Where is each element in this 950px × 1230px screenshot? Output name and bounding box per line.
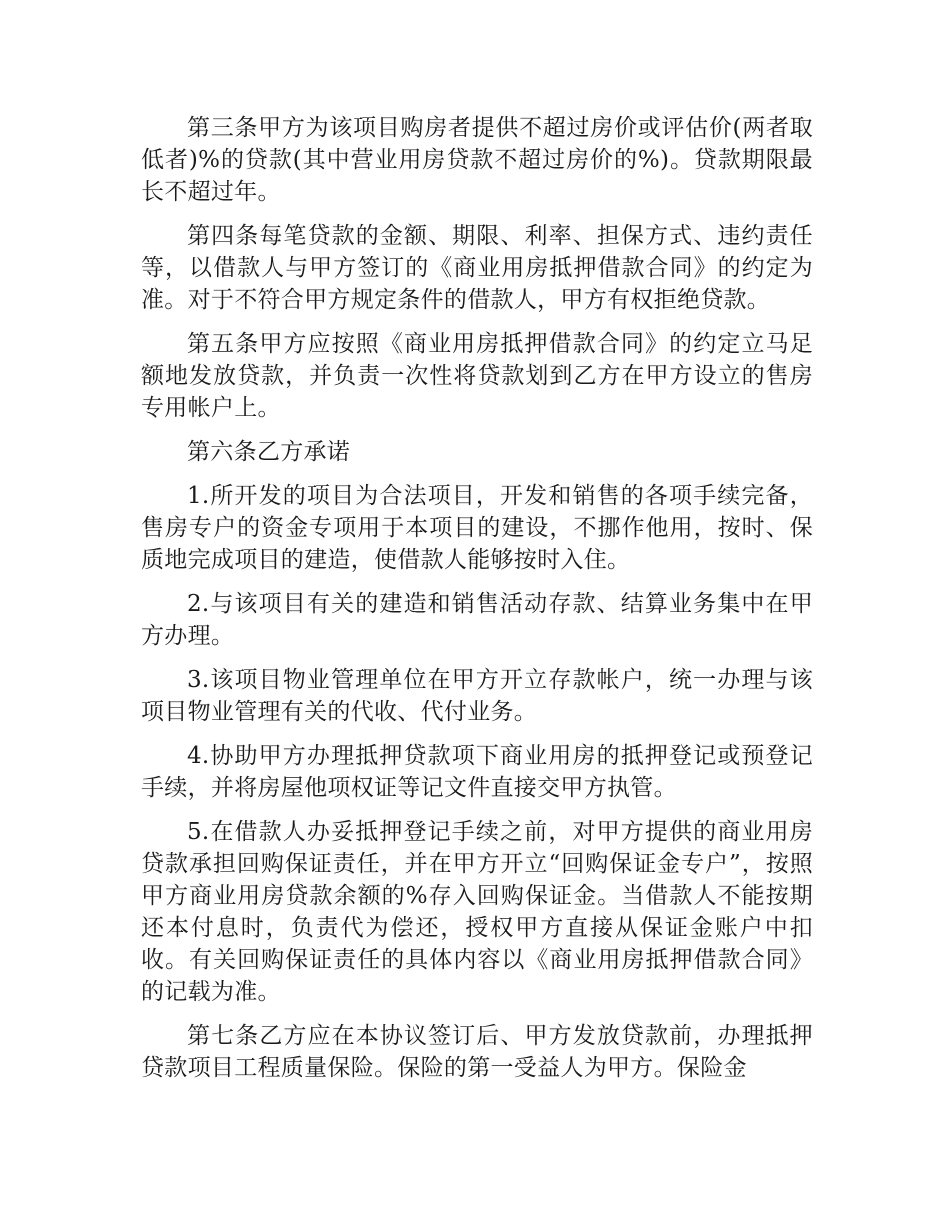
article-6-heading: 第六条乙方承诺 — [187, 439, 351, 465]
article-7-paragraph: 第七条乙方应在本协议签订后、甲方发放贷款前，办理抵押贷款项目工程质量保险。保险的第一受益人为甲方。保险金 — [141, 1023, 813, 1081]
article-3-paragraph: 第三条甲方为该项目购房者提供不超过房价或评估价(两者取低者)%的贷款(其中营业用房贷款不超过房价的%)。贷款期限最长不超过年。 — [141, 115, 813, 205]
article-6-item-4: 4.协助甲方办理抵押贷款项下商业用房的抵押登记或预登记手续，并将房屋他项权证等记文件直接交甲方执管。 — [141, 743, 813, 801]
document-body — [141, 112, 813, 1096]
article-5-paragraph: 第五条甲方应按照《商业用房抵押借款合同》的约定立马足额地发放贷款，并负责一次性将贷款划到乙方在甲方设立的售房专用帐户上。 — [141, 331, 813, 421]
article-4-paragraph: 第四条每笔贷款的金额、期限、利率、担保方式、违约责任等，以借款人与甲方签订的《商业用房抵押借款合同》的约定为准。对于不符合甲方规定条件的借款人，甲方有权拒绝贷款。 — [141, 223, 813, 313]
article-6-item-3: 3.该项目物业管理单位在甲方开立存款帐户，统一办理与该项目物业管理有关的代收、代付业务。 — [141, 667, 813, 725]
article-6-item-2: 2.与该项目有关的建造和销售活动存款、结算业务集中在甲方办理。 — [141, 591, 813, 649]
article-6-item-1: 1.所开发的项目为合法项目，开发和销售的各项手续完备，售房专户的资金专项用于本项目的建设，不挪作他用，按时、保质地完成项目的建造，使借款人能够按时入住。 — [141, 483, 813, 573]
article-6-item-5: 5.在借款人办妥抵押登记手续之前，对甲方提供的商业用房贷款承担回购保证责任，并在甲方开立“回购保证金专户”，按照甲方商业用房贷款余额的%存入回购保证金。当借款人不能按期还本付息时，负责代为偿还，授权甲方直接从保证金账户中扣收。有关回购保证责任的具体内容以《商业用房抵押借款合同》的记载为准。 — [141, 819, 813, 1005]
